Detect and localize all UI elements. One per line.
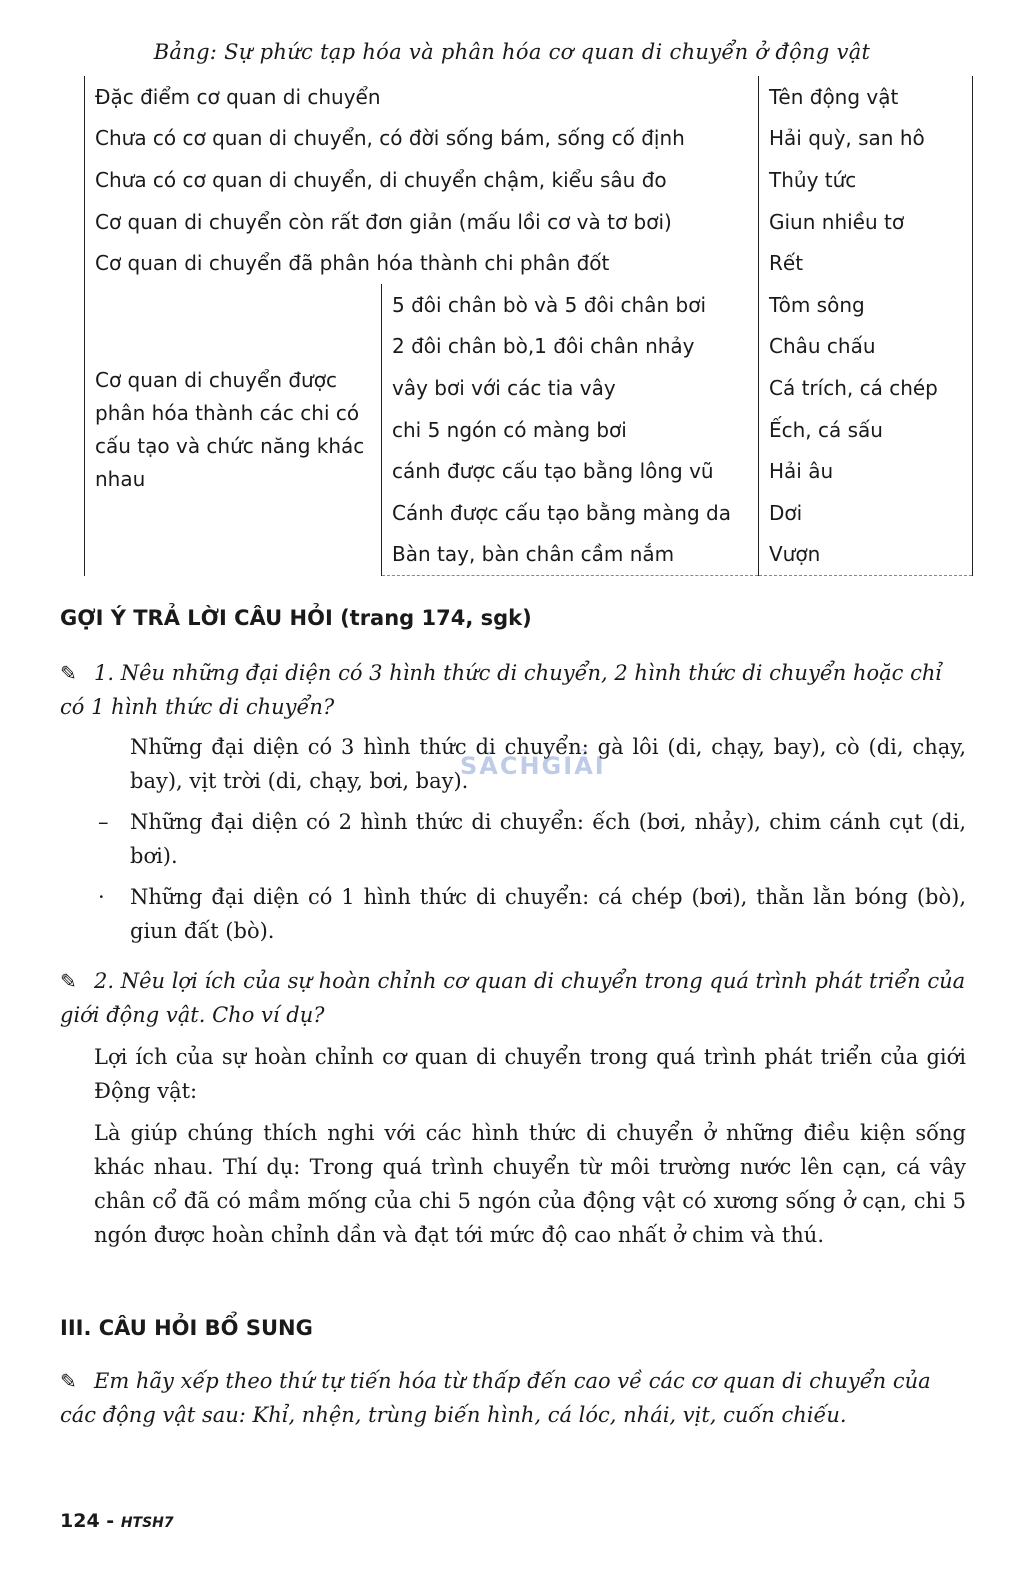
- row-animal: Hải quỳ, san hô: [759, 118, 973, 160]
- sub-row-animal: Tôm sông: [759, 284, 973, 326]
- answer-paragraph: Là giúp chúng thích nghi với các hình thức di chuyển ở những điều kiện sống khác nhau. Thí dụ: Trong quá trình chuyển từ môi trường nước lên cạn, cá vây chân cổ đã có mầm mống của chi 5 ngón của động vật có xương sống ở cạn, chi 5 ngón được hoàn chỉnh dần và đạt tới mức độ cao nhất ở chim và thú.: [94, 1121, 966, 1247]
- sub-row-detail: 5 đôi chân bò và 5 đôi chân bơi: [382, 284, 759, 326]
- sub-row-animal: Vượn: [759, 534, 973, 576]
- page-footer: [60, 1510, 174, 1532]
- row-animal: Thủy tức: [759, 159, 973, 201]
- table-row: [85, 159, 973, 201]
- merged-feature-cell: Cơ quan di chuyển được phân hóa thành các chi có cấu tạo và chức năng khác nhau: [85, 284, 382, 576]
- row-feature: Chưa có cơ quan di chuyển, có đời sống bám, sống cố định: [85, 118, 759, 160]
- watermark-logo: SÁCHGIẢI: [460, 752, 606, 780]
- question-1: [60, 656, 970, 724]
- section-heading-answers: GỢI Ý TRẢ LỜI CÂU HỎI (trang 174, sgk): [60, 606, 532, 630]
- bullet-dash: –: [98, 810, 109, 834]
- table-row: [85, 118, 973, 160]
- sub-row-detail: Bàn tay, bàn chân cầm nắm: [382, 534, 759, 576]
- book-code: HTSH7: [120, 1515, 174, 1531]
- question-2: [60, 964, 970, 1032]
- question-supplementary: [60, 1364, 970, 1432]
- bullet-dash: ·: [98, 885, 105, 909]
- table-caption: Bảng: Sự phức tạp hóa và phân hóa cơ quan di chuyển ở động vật: [153, 40, 871, 64]
- answer-paragraph: Lợi ích của sự hoàn chỉnh cơ quan di chuyển trong quá trình phát triển của giới Động vật:: [94, 1045, 966, 1103]
- table-header-row: [85, 76, 973, 118]
- footer-separator: -: [106, 1510, 115, 1532]
- pencil-icon: ✎: [60, 661, 77, 685]
- sub-row-animal: Châu chấu: [759, 326, 973, 368]
- header-animal: Tên động vật: [759, 76, 973, 118]
- row-animal: Rết: [759, 242, 973, 284]
- answer-text: Những đại diện có 3 hình thức di chuyển: gà lôi (di, chạy, bay), cò (di, chạy, bay), vịt trời (di, chạy, bơi, bay).: [130, 735, 966, 793]
- sub-row-animal: Hải âu: [759, 450, 973, 492]
- header-feature: Đặc điểm cơ quan di chuyển: [85, 76, 759, 118]
- section-heading-supplementary: III. CÂU HỎI BỔ SUNG: [60, 1316, 313, 1340]
- page-number: 124: [60, 1510, 100, 1532]
- answer-item: [98, 805, 966, 873]
- answer-text: Những đại diện có 1 hình thức di chuyển: cá chép (bơi), thằn lằn bóng (bò), giun đất (bò).: [130, 885, 966, 943]
- row-feature: Chưa có cơ quan di chuyển, di chuyển chậm, kiểu sâu đo: [85, 159, 759, 201]
- answer-item: [98, 880, 966, 948]
- sub-row-detail: Cánh được cấu tạo bằng màng da: [382, 492, 759, 534]
- sub-row-animal: Ếch, cá sấu: [759, 409, 973, 451]
- pencil-icon: ✎: [60, 1369, 77, 1393]
- sub-row-detail: vây bơi với các tia vây: [382, 367, 759, 409]
- sub-row-detail: cánh được cấu tạo bằng lông vũ: [382, 450, 759, 492]
- table-row: [85, 201, 973, 243]
- table-row: [85, 284, 973, 326]
- row-animal: Giun nhiều tơ: [759, 201, 973, 243]
- pencil-icon: ✎: [60, 969, 77, 993]
- row-feature: Cơ quan di chuyển còn rất đơn giản (mấu lồi cơ và tơ bơi): [85, 201, 759, 243]
- question-text: Em hãy xếp theo thứ tự tiến hóa từ thấp đến cao về các cơ quan di chuyển của các động vật sau: Khỉ, nhện, trùng biến hình, cá lóc, nhái, vịt, cuốn chiếu.: [60, 1369, 931, 1427]
- sub-row-animal: Dơi: [759, 492, 973, 534]
- question-text: 1. Nêu những đại diện có 3 hình thức di chuyển, 2 hình thức di chuyển hoặc chỉ có 1 hình thức di chuyển?: [60, 661, 943, 719]
- sub-row-animal: Cá trích, cá chép: [759, 367, 973, 409]
- sub-row-detail: 2 đôi chân bò,1 đôi chân nhảy: [382, 326, 759, 368]
- table-row: [85, 242, 973, 284]
- sub-row-detail: chi 5 ngón có màng bơi: [382, 409, 759, 451]
- row-feature: Cơ quan di chuyển đã phân hóa thành chi phân đốt: [85, 242, 759, 284]
- answer-text: Những đại diện có 2 hình thức di chuyển: ếch (bơi, nhảy), chim cánh cụt (di, bơi).: [130, 810, 966, 868]
- locomotion-table: [84, 76, 973, 576]
- question-text: 2. Nêu lợi ích của sự hoàn chỉnh cơ quan di chuyển trong quá trình phát triển của giới động vật. Cho ví dụ?: [60, 969, 966, 1027]
